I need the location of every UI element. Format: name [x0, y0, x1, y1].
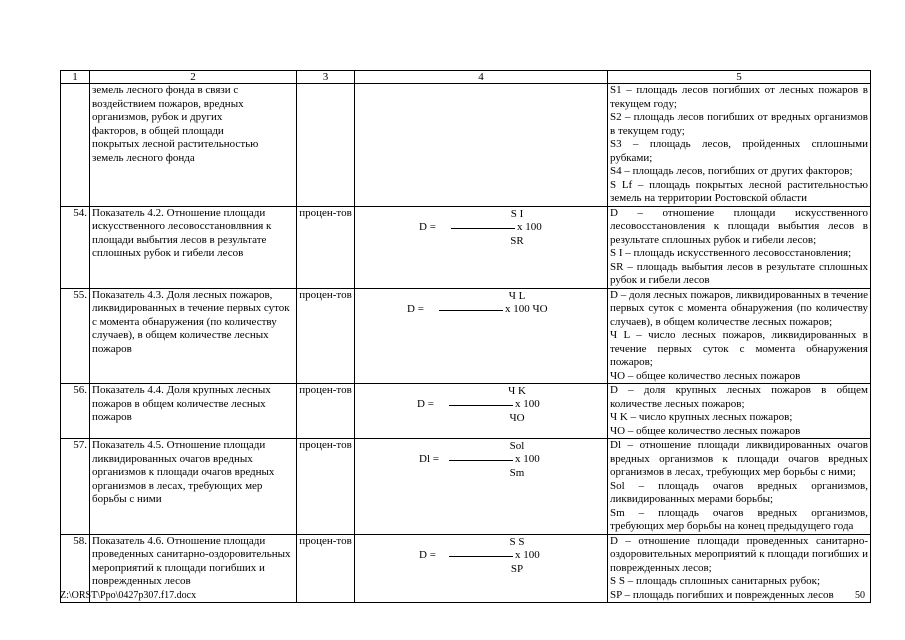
formula-rhs: x 100: [517, 220, 542, 233]
indicator-name: Показатель 4.2. Отношение площади искусственного лесовосстановлвния к площади выбытия лесов в результате сплошных рубок и гибели лесов: [90, 206, 297, 288]
description-cell: D – отношение площади искусственного лесовосстановления к площади выбытия лесов в результате сплошных рубок и гибели лесов; S I – площадь искусственного лесовосстановления; SR – площадь выбытия лесов в результате сплошных рубок и гибели лесов: [608, 206, 871, 288]
formula: [357, 290, 605, 334]
unit-cell: [297, 84, 355, 207]
formula-denominator: Sm: [509, 467, 525, 479]
indicator-name: земель лесного фонда в связи с воздействием пожаров, вредных организмов, рубок и других факторов, в общей площади покрытых лесной растительностью земель лесного фонда: [90, 84, 297, 207]
row-number: 54.: [61, 206, 90, 288]
description-cell: S1 – площадь лесов погибших от лесных пожаров в текущем году; S2 – площадь лесов погибших от вредных организмов в текущем году; S3 – площадь лесов, пройденных сплошными рубками; S4 – площадь лесов, погибших от других факторов; S Lf – площадь покрытых лесной растительностью земель на территории Ростовской области: [608, 84, 871, 207]
formula-numerator: S S: [509, 535, 525, 548]
description-cell: D – доля лесных пожаров, ликвидированных в течение первых суток с момента обнаружения (по количеству случаев), в общем количестве лесных пожаров; Ч L – число лесных пожаров, ликвидированных в течение первых суток с момента обнаружения пожаров; ЧО – общее количество лесных пожаров: [608, 288, 871, 384]
header-col-5: 5: [608, 71, 871, 84]
formula-lhs: D =: [407, 302, 424, 315]
formula-denominator: SR: [510, 234, 524, 247]
header-col-2: 2: [90, 71, 297, 84]
formula-cell: [355, 534, 608, 603]
unit-cell: процен-тов: [297, 288, 355, 384]
row-number: 57.: [61, 439, 90, 535]
unit-cell: процен-тов: [297, 384, 355, 439]
row-number: [61, 84, 90, 207]
description-cell: D – отношение площади проведенных санитарно-оздоровительных мероприятий к площади погибших и поврежденных лесов; S S – площадь сплошных санитарных рубок; SP – площадь погибших и поврежденных лесов: [608, 534, 871, 603]
fraction-bar: [449, 405, 513, 406]
formula-rhs: x 100: [515, 453, 540, 465]
unit-cell: процен-тов: [297, 439, 355, 535]
fraction-bar: [449, 556, 513, 557]
description-cell: Dl – отношение площади ликвидированных очагов вредных организмов к площади очагов вредных организмов в лесах, требующих мер борьбы с ними; Sol – площадь очагов вредных организмов, ликвидированных мерами борьбы; Sm – площадь очагов вредных организмов, требующих мер борьбы на конец предыдущего года: [608, 439, 871, 535]
fraction-bar: [451, 228, 515, 229]
formula-lhs: Dl =: [419, 453, 439, 465]
table-row: [61, 84, 871, 207]
formula-numerator: Sol: [509, 440, 525, 452]
formula-lhs: D =: [419, 548, 436, 561]
formula: [357, 208, 605, 252]
fraction-bar: [439, 310, 503, 311]
formula-rhs: x 100: [515, 548, 540, 561]
formula-lhs: D =: [417, 398, 434, 410]
formula-numerator: Ч L: [508, 289, 526, 302]
formula-cell: [355, 384, 608, 439]
formula-cell: [355, 288, 608, 384]
formula: [357, 536, 605, 580]
formula-cell: [355, 439, 608, 535]
formula-denominator: SP: [510, 562, 524, 575]
formula-numerator: S I: [510, 207, 524, 220]
page-number: 50: [855, 590, 865, 601]
formula-rhs: x 100 ЧО: [505, 302, 548, 315]
formula-denominator: ЧО: [509, 412, 525, 424]
indicator-name: Показатель 4.6. Отношение площади проведенных санитарно-оздоровительных мероприятий к площади погибших и поврежденных лесов: [90, 534, 297, 603]
row-number: 56.: [61, 384, 90, 439]
formula-numerator: Ч K: [508, 385, 526, 397]
row-number: 55.: [61, 288, 90, 384]
formula-lhs: D =: [419, 220, 436, 233]
formula-cell: [355, 84, 608, 207]
header-row: [61, 71, 871, 84]
indicator-name: Показатель 4.3. Доля лесных пожаров, ликвидированных в течение первых суток с момента обнаружения (по количеству случаев), в общем количестве лесных пожаров: [90, 288, 297, 384]
file-path: Z:\ORST\Ppo\0427p307.f17.docx: [60, 590, 197, 601]
table-row: [61, 206, 871, 288]
header-col-1: 1: [61, 71, 90, 84]
unit-cell: процен-тов: [297, 206, 355, 288]
table-row: [61, 384, 871, 439]
table-row: [61, 288, 871, 384]
description-cell: D – доля крупных лесных пожаров в общем количестве лесных пожаров; Ч K – число крупных лесных пожаров; ЧО – общее количество лесных пожаров: [608, 384, 871, 439]
formula-rhs: x 100: [515, 398, 540, 410]
formula: [357, 385, 605, 429]
header-col-3: 3: [297, 71, 355, 84]
formula: [357, 440, 605, 484]
header-col-4: 4: [355, 71, 608, 84]
indicator-name: Показатель 4.5. Отношение площади ликвидированных очагов вредных организмов к площади очагов вредных организмов в лесах, требующих мер борьбы с ними: [90, 439, 297, 535]
table-row: [61, 439, 871, 535]
indicators-table: [60, 70, 871, 603]
row-number: 58.: [61, 534, 90, 603]
formula-cell: [355, 206, 608, 288]
unit-cell: процен-тов: [297, 534, 355, 603]
indicator-name: Показатель 4.4. Доля крупных лесных пожаров в общем количестве лесных пожаров: [90, 384, 297, 439]
fraction-bar: [449, 460, 513, 461]
